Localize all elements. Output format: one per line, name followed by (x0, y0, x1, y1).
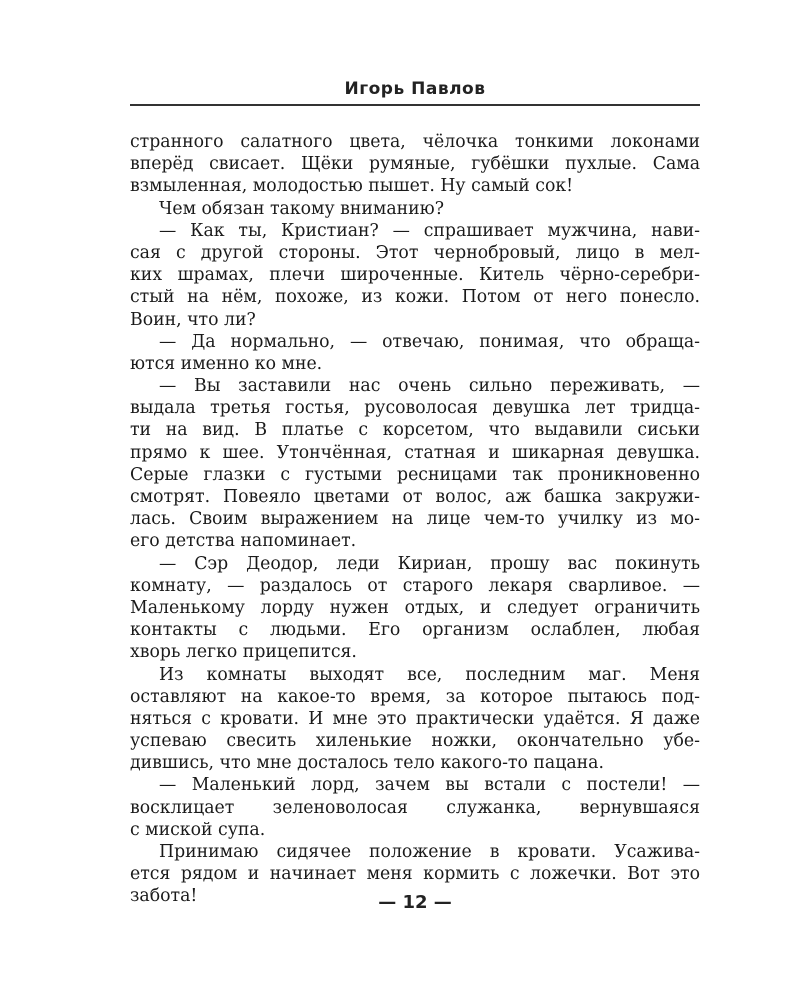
text-line: странного салатного цвета, чёлочка тонкими локонами (130, 132, 700, 152)
page-number: — 12 — (378, 892, 452, 913)
text-line: стый на нём, похоже, из кожи. Потом от него понесло. (130, 287, 700, 308)
text-line: вперёд свисает. Щёки румяные, губёшки пухлые. Сама (130, 154, 700, 175)
text-line: Серые глазки с густыми ресницами так проникновенно (130, 464, 700, 485)
text-line: — Вы заставили нас очень сильно переживать, — (159, 376, 700, 397)
body-text (130, 131, 700, 908)
text-line: Маленькому лорду нужен отдых, и следует ограничить (130, 597, 700, 618)
text-line: — Маленький лорд, зачем вы встали с постели! — (159, 775, 700, 796)
text-line: забота! (130, 886, 198, 907)
text-line: его детства напоминает. (130, 531, 357, 552)
text-line: прямо к шее. Утончённая, статная и шикарная девушка. (130, 442, 700, 463)
text-line: дившись, что мне досталось тело какого-то пацана. (130, 753, 604, 774)
text-line: оставляют на какое-то время, за которое пытаюсь под- (130, 686, 700, 707)
text-line: с миской супа. (130, 819, 266, 840)
text-line: няться с кровати. И мне это практически удаётся. Я даже (130, 708, 700, 729)
text-line: Принимаю сидячее положение в кровати. Усажива- (159, 842, 700, 862)
text-line: сая с другой стороны. Этот чернобровый, лицо в мел- (130, 242, 700, 263)
text-line: Воин, что ли? (130, 309, 256, 330)
text-line: Из комнаты выходят все, последним маг. Меня (159, 664, 700, 685)
header-rule (130, 104, 700, 106)
text-line: ются именно ко мне. (130, 353, 323, 374)
text-line: комнату, — раздалось от старого лекаря сварливое. — (130, 575, 700, 596)
text-line: восклицает зеленоволосая служанка, вернувшаяся (130, 797, 700, 818)
text-line: — Да нормально, — отвечаю, понимая, что обраща- (159, 331, 700, 352)
text-line: контакты с людьми. Его организм ослаблен, любая (130, 620, 700, 641)
text-line: ких шрамах, плечи широченные. Китель чёрно-серебри- (130, 265, 700, 286)
text-line: Чем обязан такому вниманию? (159, 198, 444, 219)
text-line: лась. Своим выражением на лице чем-то училку из мо- (130, 509, 700, 530)
text-line: выдала третья гостья, русоволосая девушка лет тридца- (130, 398, 700, 419)
text-line: смотрят. Повеяло цветами от волос, аж башка закружи- (130, 487, 700, 507)
text-line: взмыленная, молодостью пышет. Ну самый сок! (130, 176, 574, 197)
text-line: успеваю свесить хиленькие ножки, окончательно убе- (130, 731, 700, 752)
running-header-author: Игорь Павлов (344, 79, 486, 99)
text-line: хворь легко прицепится. (130, 642, 357, 663)
text-line: — Как ты, Кристиан? — спрашивает мужчина, нави- (159, 220, 700, 241)
text-line: — Сэр Деодор, леди Кириан, прошу вас покинуть (159, 553, 700, 574)
text-line: ется рядом и начинает меня кормить с ложечки. Вот это (130, 864, 700, 885)
text-line: ти на вид. В платье с корсетом, что выдавили сиськи (130, 420, 700, 441)
